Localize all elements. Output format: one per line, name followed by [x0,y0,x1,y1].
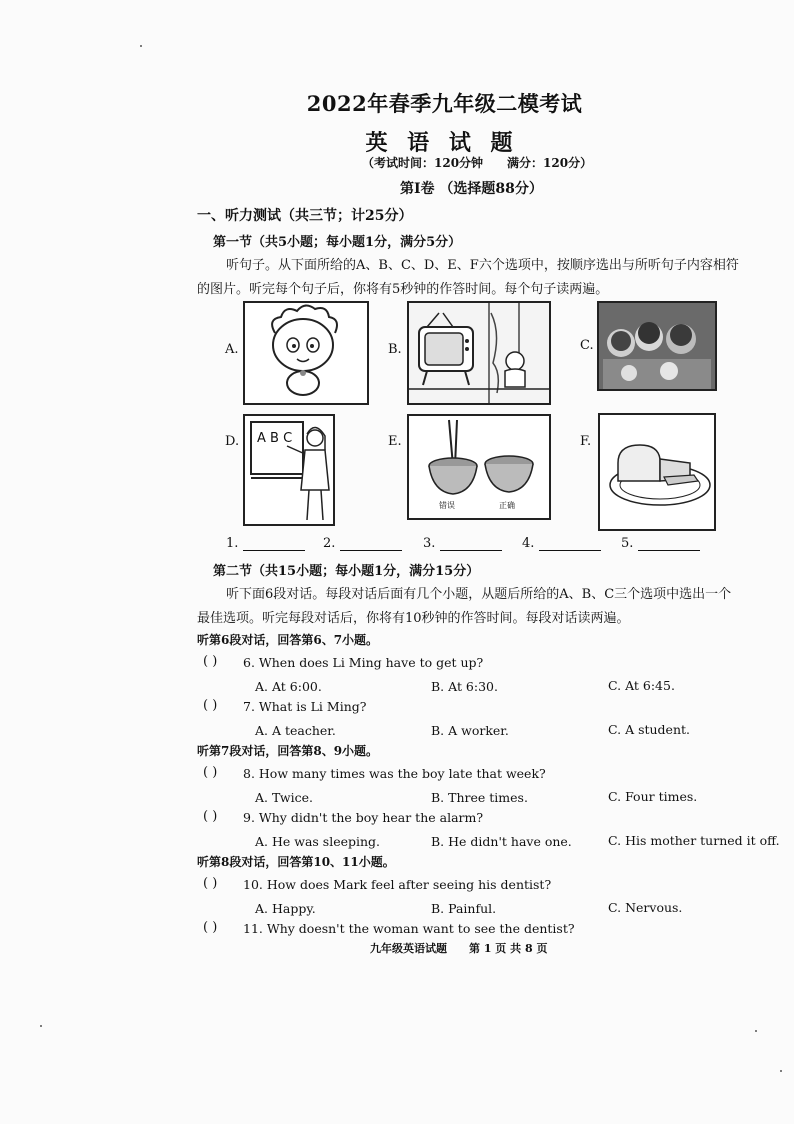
dialogue-heading: 听第7段对话，回答第8、9小题。 [197,744,379,758]
option-a: A. Twice. [255,790,313,805]
question-text: 6. When does Li Ming have to get up? [243,655,484,670]
option-a: A. A teacher. [255,723,336,738]
dialogue-heading: 听第8段对话，回答第10、11小题。 [197,855,395,869]
answer-paren[interactable]: ( ) [203,809,218,824]
question-text: 7. What is Li Ming? [243,699,367,714]
option-b: B. At 6:30. [431,679,498,694]
child-watching-tv-icon [407,301,551,405]
answer-paren[interactable]: ( ) [203,765,218,780]
option-b: B. A worker. [431,723,509,738]
part1-instruction-line2: 的图片。听完每个句子后，你将有5秒钟的作答时间。每个句子读两遍。 [197,282,609,297]
option-a: A. He was sleeping. [255,834,381,849]
option-b: B. Three times. [431,790,528,805]
part1-instruction-line1: 听句子。从下面所给的A、B、C、D、E、F六个选项中，按顺序选出与所听句子内容相符 [226,258,739,273]
rice-bowls-chopsticks-icon [407,414,551,520]
option-c: C. A student. [608,722,691,737]
scan-speck [140,45,142,47]
caption-right: 正确 [499,501,515,510]
option-b: B. He didn't have one. [431,834,572,849]
question-text: 8. How many times was the boy late that week? [243,766,546,781]
answer-number-5: 5. [621,536,634,551]
option-a: A. Happy. [255,901,316,916]
answer-blank-2[interactable] [323,536,402,551]
answer-blank-1[interactable] [226,536,305,551]
answer-paren[interactable]: ( ) [203,698,218,713]
answer-number-1: 1. [226,536,239,551]
part1-heading: 第一节（共5小题；每小题1分，满分5分） [213,235,462,250]
picture-label-a: A. [225,342,239,357]
teacher-blackboard-icon [243,414,335,526]
board-text: A B C [257,431,293,446]
part2-heading: 第二节（共15小题；每小题1分，满分15分） [213,564,480,579]
bread-plate-icon [598,413,716,531]
exam-title: 2022年春季九年级二模考试 [306,91,583,116]
answer-paren[interactable]: ( ) [203,654,218,669]
answer-blank-3[interactable] [423,536,502,551]
part2-instruction-line2: 最佳选项。听完每段对话后，你将有10秒钟的作答时间。每段对话读两遍。 [197,611,630,626]
picture-label-f: F. [580,434,592,449]
option-c: C. Nervous. [608,900,683,915]
question-text: 9. Why didn't the boy hear the alarm? [243,810,484,825]
question-text: 11. Why doesn't the woman want to see the dentist? [243,921,575,936]
answer-number-4: 4. [522,536,535,551]
answer-number-2: 2. [323,536,336,551]
answer-blank-4[interactable] [522,536,601,551]
picture-label-e: E. [388,434,402,449]
question-text: 10. How does Mark feel after seeing his dentist? [243,877,552,892]
dialogue-heading: 听第6段对话，回答第6、7小题。 [197,633,379,647]
scan-speck [40,1025,42,1027]
picture-label-b: B. [388,342,402,357]
answer-number-3: 3. [423,536,436,551]
option-c: C. His mother turned it off. [608,833,780,848]
scan-speck [755,1030,757,1032]
picture-label-d: D. [225,434,240,449]
picture-label-c: C. [580,338,594,353]
option-b: B. Painful. [431,901,497,916]
option-a: A. At 6:00. [255,679,322,694]
subject-title: 英 语 试 题 [365,130,519,156]
exam-info: （考试时间：120分钟 满分：120分） [362,156,593,170]
caption-wrong: 错误 [439,501,455,510]
answer-paren[interactable]: ( ) [203,876,218,891]
scan-speck [780,1070,782,1072]
answer-blank-5[interactable] [621,536,700,551]
volume-heading: 第Ⅰ卷 （选择题88分） [400,181,543,197]
section-heading: 一、听力测试（共三节；计25分） [197,208,413,224]
page-footer: 九年级英语试题 第 1 页 共 8 页 [370,942,548,955]
cartoon-sheep-icon [243,301,369,405]
option-c: C. At 6:45. [608,678,675,693]
option-c: C. Four times. [608,789,698,804]
part2-instruction-line1: 听下面6段对话。每段对话后面有几个小题，从题后所给的A、B、C三个选项中选出一个 [226,587,732,602]
family-photo-icon [597,301,717,391]
answer-paren[interactable]: ( ) [203,920,218,935]
